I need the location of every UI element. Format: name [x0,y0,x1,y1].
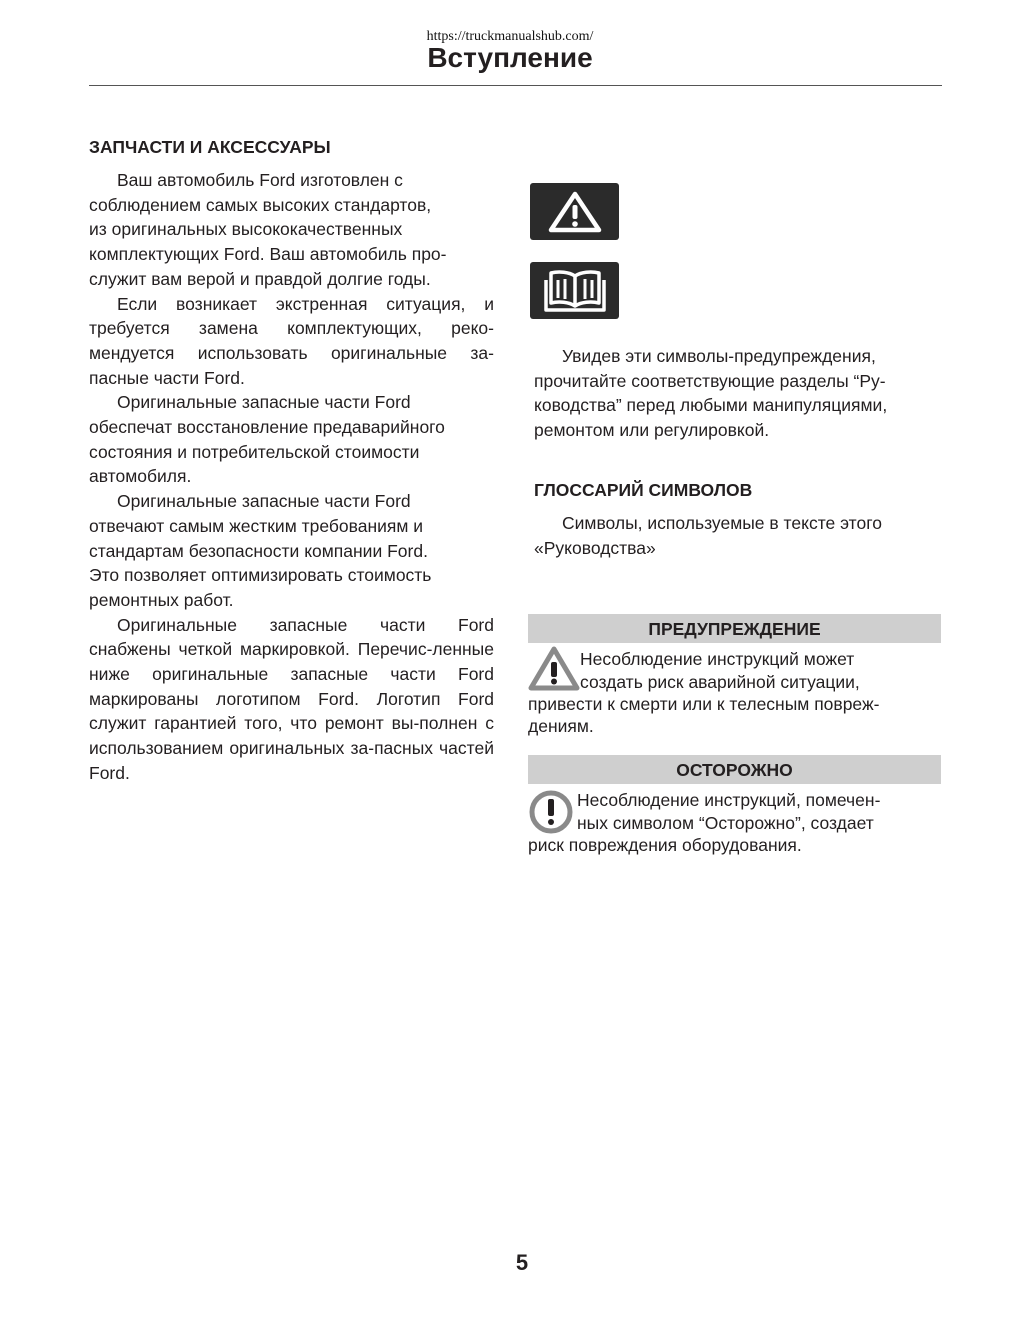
text-line: Оригинальные запасные части Ford [117,491,411,512]
page-number: 5 [515,1250,529,1275]
text-line: прочитайте соответствующие разделы “Ру- [534,370,886,391]
text-line: стандартам безопасности компании Ford. [89,540,428,561]
source-url[interactable]: https://truckmanualshub.com/ [426,29,594,44]
text-line: Символы, используемые в тексте этого [562,513,882,533]
caution-circle-icon [528,789,574,835]
caution-label: ОСТОРОЖНО [528,755,941,784]
text-line: состояния и потребительской стоимости [89,441,420,462]
text-line: «Руководства» [534,537,656,558]
header-divider [89,85,942,86]
warning-label: ПРЕДУПРЕЖДЕНИЕ [528,614,941,643]
text-line: Оригинальные запасные части Ford [117,392,411,413]
text-line: ководства” перед любыми манипуляциями, [534,395,888,416]
text-line: Ваш автомобиль Ford изготовлен с [117,170,403,190]
glossary-heading: ГЛОССАРИЙ СИМВОЛОВ [534,480,753,500]
warning-line: создать риск аварийной ситуации, [580,672,860,692]
parts-paragraph-3 [89,390,494,489]
text-line: служит вам верой и правдой долгие годы. [89,268,431,289]
warning-triangle-icon [530,183,619,240]
text-line: ремонтом или регулировкой. [534,420,770,441]
text-line: отвечают самым жестким требованиям и [89,515,424,536]
symbols-intro [534,344,942,443]
parts-heading: ЗАПЧАСТИ И АКСЕССУАРЫ [89,137,331,157]
text-line: соблюдением самых высоких стандартов, [89,194,432,215]
caution-line: риск повреждения оборудования. [528,835,802,855]
warning-line: дениям. [528,716,594,736]
manual-book-icon [530,262,619,319]
parts-paragraph-5: Оригинальные запасные части Ford снабжены четкой маркировкой. Перечис-ленные ниже оригинальные запасные части Ford маркированы логотипом Ford. Логотип Ford служит гарантией того, что ремонт вы-полнен с использованием оригинальных за-пасных частей Ford. [89,614,494,783]
parts-body [89,168,494,786]
parts-paragraph-4 [89,489,494,613]
text-line: Это позволяет оптимизировать стоимость [89,565,432,586]
parts-paragraph-1 [89,168,494,292]
warning-triangle-icon [528,646,580,692]
parts-paragraph-2: Если возникает экстренная ситуация, и требуется замена комплектующих, реко-мендуется использовать оригинальные за-пасные части Ford. [89,293,494,388]
caution-line: ных символом “Осторожно”, создает [577,813,874,833]
text-line: обеспечат восстановление предаварийного [89,417,445,438]
text-line: автомобиля. [89,466,192,487]
text-line: Увидев эти символы-предупреждения, [562,346,876,366]
warning-line: привести к смерти или к телесным повреж- [528,694,880,714]
text-line: из оригинальных высококачественных [89,219,403,240]
glossary-text [534,511,942,560]
page-title: Вступление [427,42,593,73]
caution-line: Несоблюдение инструкций, помечен- [577,790,881,810]
text-line: ремонтных работ. [89,589,234,610]
text-line: комплектующих Ford. Ваш автомобиль про- [89,244,447,265]
warning-line: Несоблюдение инструкций может [580,649,855,669]
